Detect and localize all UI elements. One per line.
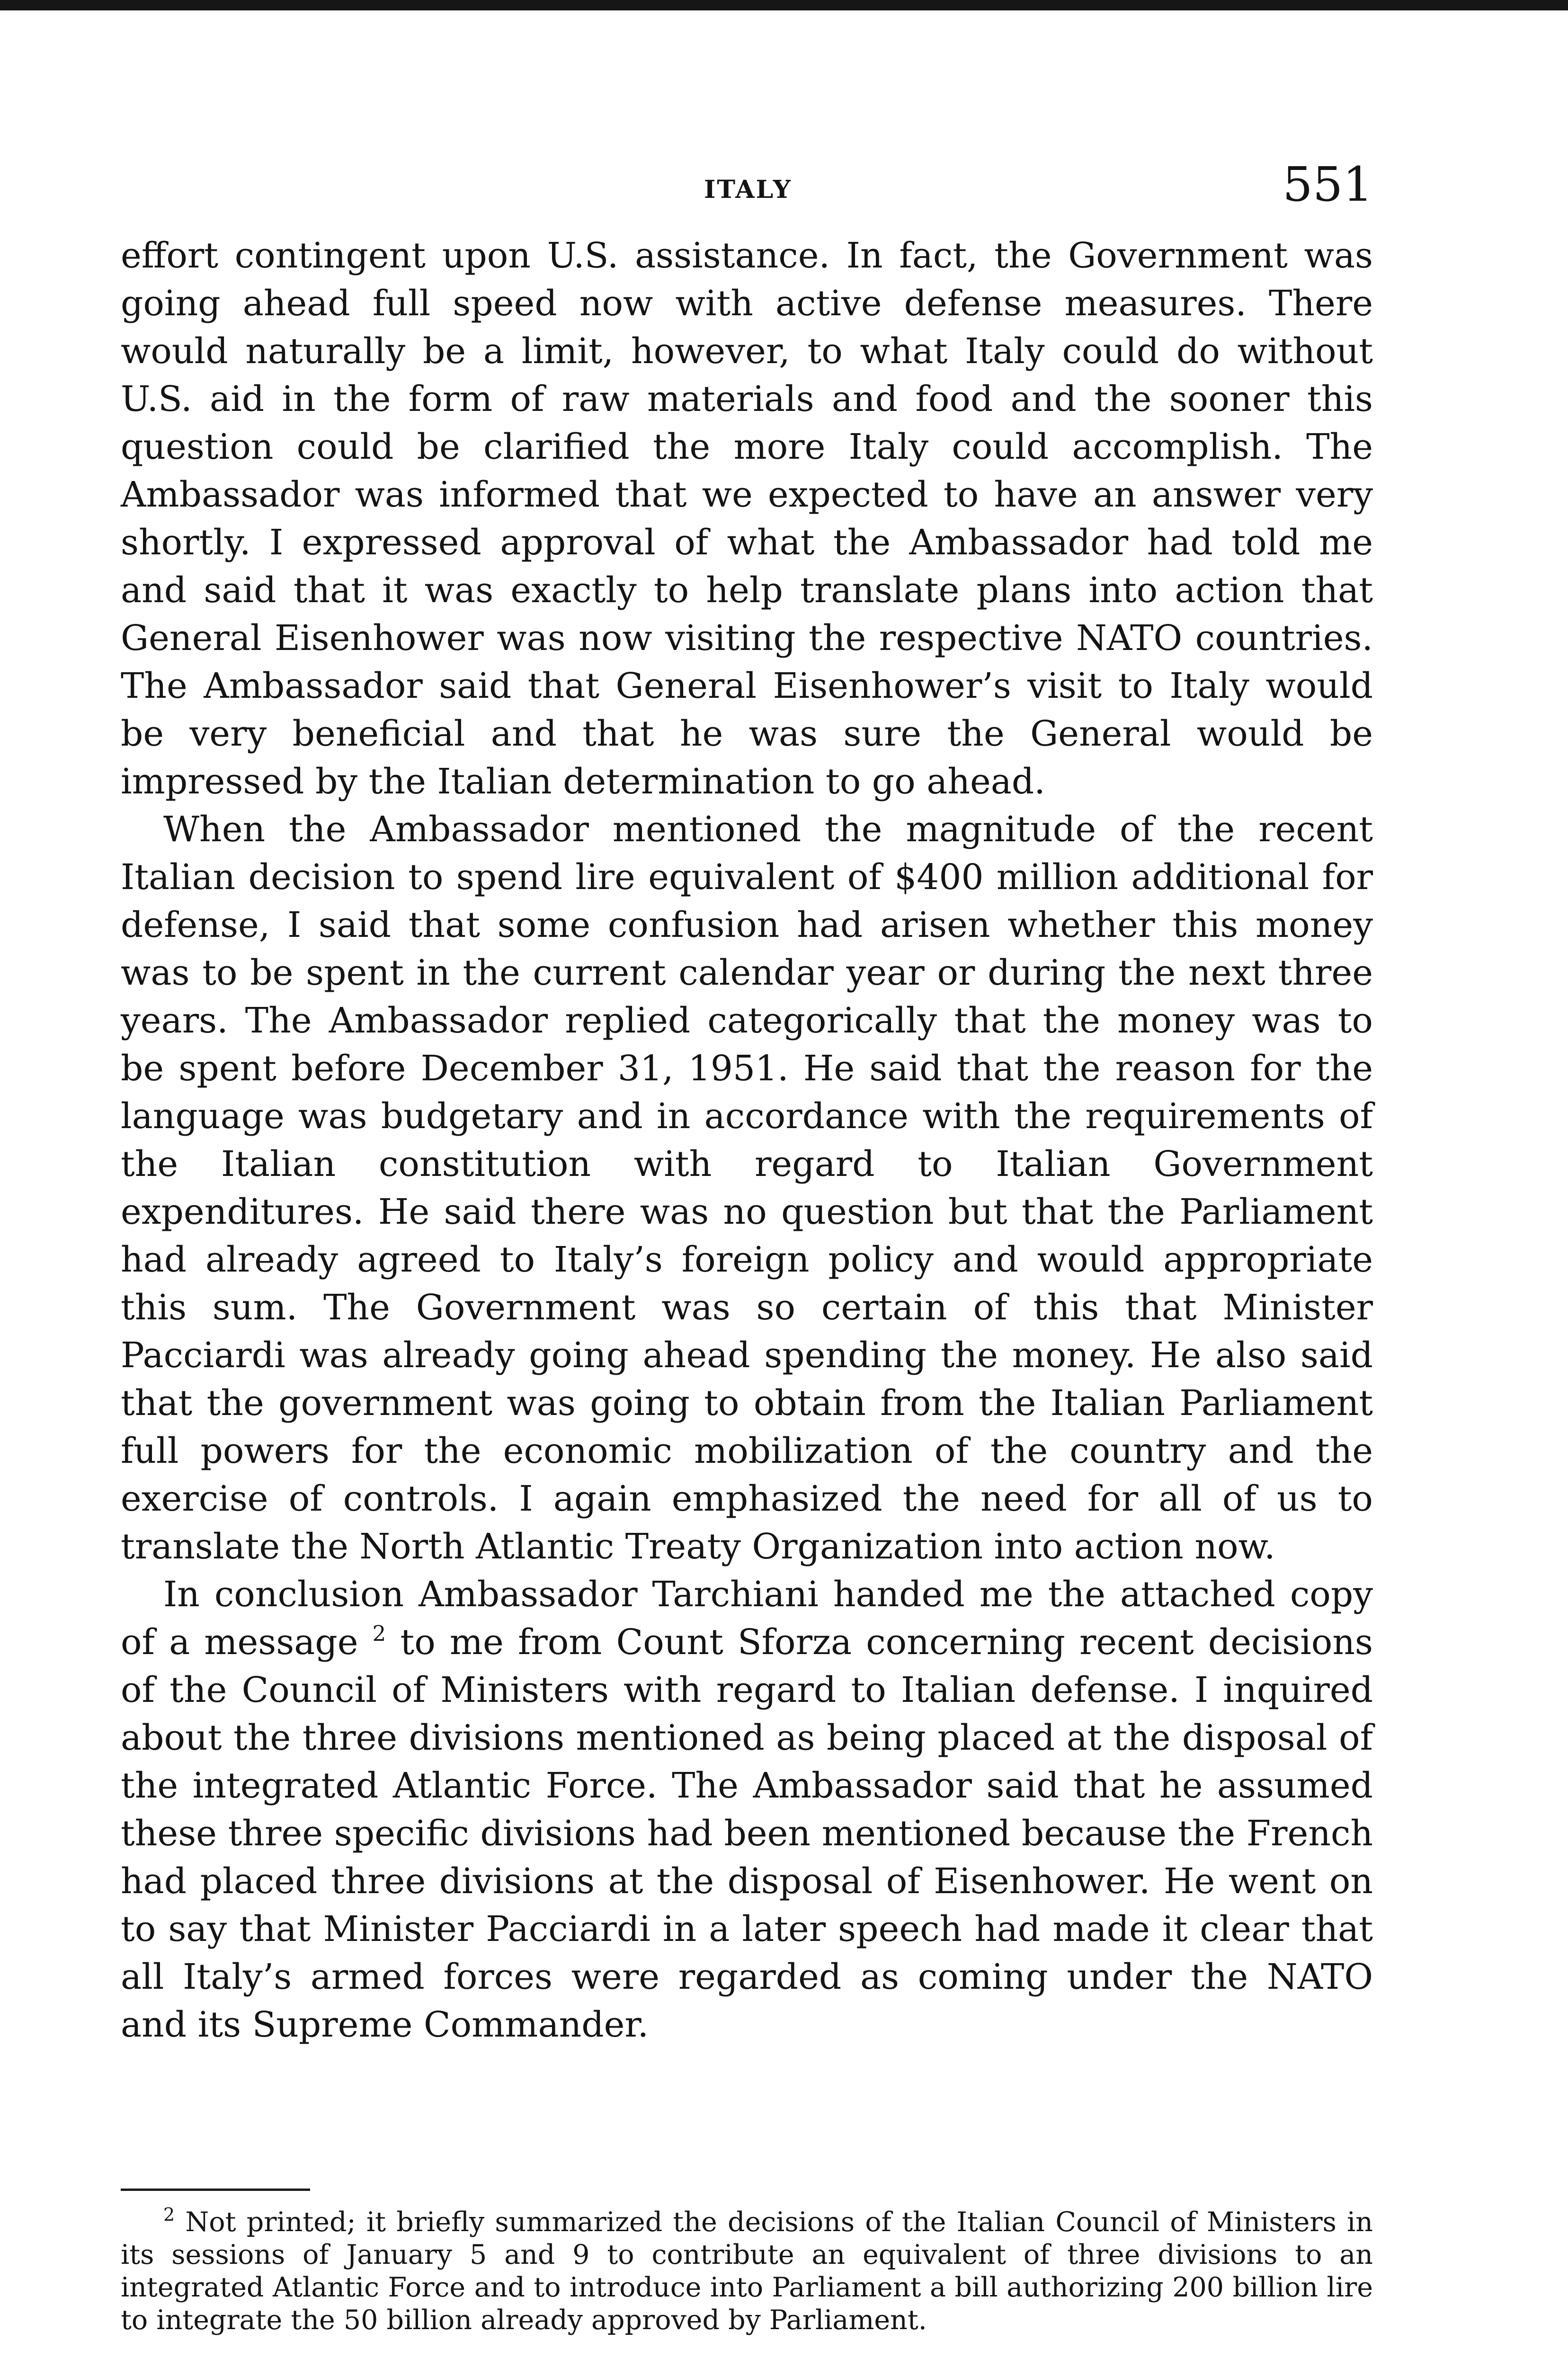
paragraph-3-text-start: In conclusion Ambassador Tarchiani handed me the attached copy of a message — [121, 1574, 1373, 1663]
footnote-separator — [121, 2189, 310, 2191]
footnote-reference: 2 — [372, 1621, 386, 1646]
paragraph-3-text-end: to me from Count Sforza concerning recent decisions of the Council of Ministers with regard to Italian defense. I inquired about the three divisions mentioned as being placed at the disposal of the integrated Atlantic Force. The Ambassador said that he assumed these three specific divisions had been mentioned because the French had placed three divisions at the disposal of Eisenhower. He went on to say that Minister Pacciardi in a later speech had made it clear that all Italy’s armed forces were regarded as coming under the NATO and its Supreme Commander. — [121, 1622, 1373, 2045]
page-number: 551 — [1283, 157, 1373, 212]
top-border-rule — [0, 0, 1568, 10]
page-header — [123, 157, 1373, 218]
footnote-text: Not printed; it briefly summarized the decisions of the Italian Council of Ministers in its sessions of January 5 and 9 to contribute an equivalent of three divisions to an integrated Atlantic Force and to introduce into Parliament a bill authorizing 200 billion lire to integrate the 50 billion already approved by Parliament. — [121, 2207, 1373, 2336]
paragraph-3 — [121, 1571, 1373, 2049]
body-text — [121, 232, 1373, 2049]
paragraph-2: When the Ambassador mentioned the magnitude of the recent Italian decision to spend lire equivalent of $400 million additional for defense, I said that some confusion had arisen whether this money was to be spent in the current calendar year or during the next three years. The Ambassador replied categorically that the money was to be spent before December 31, 1951. He said that the reason for the language was budgetary and in accordance with the requirements of the Italian constitution with regard to Italian Government expenditures. He said there was no question but that the Parliament had already agreed to Italy’s foreign policy and would appropriate this sum. The Government was so certain of this that Minister Pacciardi was already going ahead spending the money. He also said that the government was going to obtain from the Italian Parliament full powers for the economic mobilization of the country and the exercise of controls. I again emphasized the need for all of us to translate the North Atlantic Treaty Organization into action now. — [121, 809, 1373, 1567]
paragraph-1: effort contingent upon U.S. assistance. In fact, the Government was going ahead full speed now with active defense measures. There would naturally be a limit, however, to what Italy could do without U.S. aid in the form of raw materials and food and the sooner this question could be clarified the more Italy could accomplish. The Ambassador was informed that we expected to have an answer very shortly. I expressed approval of what the Ambassador had told me and said that it was exactly to help translate plans into action that General Eisenhower was now visiting the respective NATO countries. The Ambassador said that General Eisenhower’s visit to Italy would be very beneficial and that he was sure the General would be impressed by the Italian determination to go ahead. — [121, 235, 1373, 802]
footnote — [121, 2206, 1373, 2337]
running-head: ITALY — [704, 175, 792, 204]
footnote-marker: 2 — [163, 2204, 175, 2225]
